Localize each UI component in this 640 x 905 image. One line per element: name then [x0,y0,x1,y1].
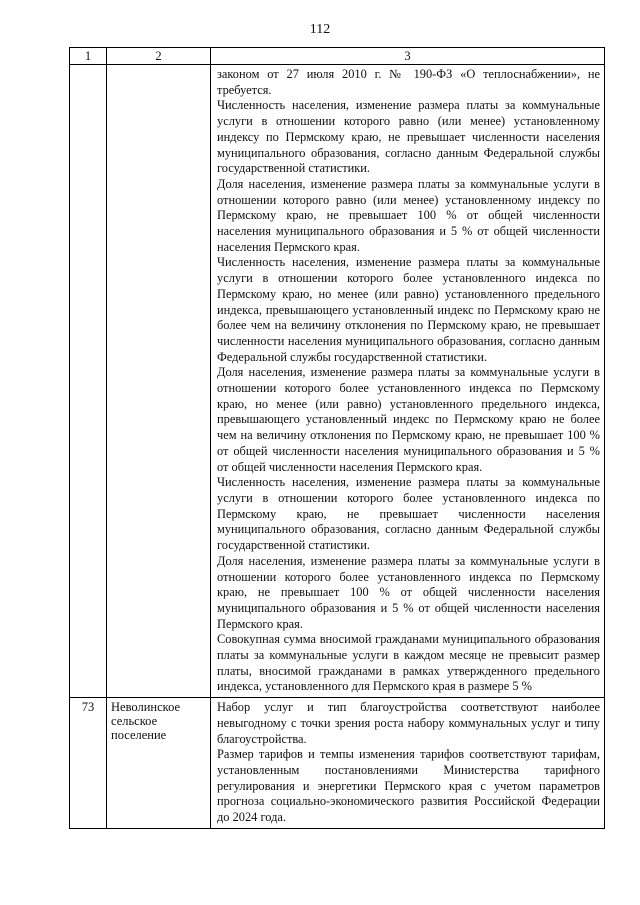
column-header-3: 3 [211,48,605,65]
condition-paragraph: Численность населения, изменение размера платы за коммунальные услуги в отношении которого более установленного индекса по Пермскому краю, не превышает численности населения муниципального образования, согласно данным Федеральной службы государственной статистики. [217,475,600,553]
condition-paragraph: Совокупная сумма вносимой гражданами муниципального образования платы за коммунальные услуги в каждом месяце не превысит размер платы, вносимой гражданами в рамках утвержденного предельного индекса, установленного для Пермского края в размере 5 % [217,632,600,694]
condition-paragraph: Доля населения, изменение размера платы за коммунальные услуги в отношении которого более установленного индекса по Пермскому краю, не превышает 100 % от общей численности населения муниципального образования и 5 % от общей численности населения Пермского края. [217,553,600,631]
condition-paragraph: Численность населения, изменение размера платы за коммунальные услуги в отношении которого более установленного индекса по Пермскому краю, но менее (или равно) установленного предельного индекса, превышающего установленный индекс по Пермскому краю не более чем на величину отклонения по Пермскому краю, не превышает численности населения муниципального образования, согласно данным Федеральной службы государственной статистики. [217,255,600,364]
table-header-row [70,48,605,65]
settlement-name: Неволинское сельское поселение [107,698,211,829]
column-header-1: 1 [70,48,107,65]
table-row [70,698,605,829]
page-number: 112 [309,22,331,37]
document-table [69,47,605,829]
condition-paragraph: Доля населения, изменение размера платы за коммунальные услуги в отношении которого равно (или менее) установленному индексу по Пермскому краю, не превышает 100 % от общей численности населения муниципального образования и 5 % от общей численности населения Пермского края. [217,176,600,254]
condition-paragraph: Размер тарифов и темпы изменения тарифов соответствуют тарифам, установленным постановлениями Министерства тарифного регулирования и энергетики Пермского края с учетом параметров прогноза социально-экономического развития Российской Федерации до 2024 года. [217,747,600,825]
row-number: 73 [70,698,107,829]
conditions-cell [211,698,605,829]
column-header-2: 2 [107,48,211,65]
condition-paragraph: Доля населения, изменение размера платы за коммунальные услуги в отношении которого более установленного индекса по Пермскому краю, но менее (или равно) установленного предельного индекса, превышающего установленный индекс по Пермскому краю не более чем на величину отклонения по Пермскому краю, не превышает 100 % от общей численности населения муниципального образования и 5 % от общей численности населения Пермского края. [217,365,600,474]
conditions-cell [211,65,605,698]
settlement-name [107,65,211,698]
condition-paragraph: законом от 27 июля 2010 г. № 190-ФЗ «О теплоснабжении», не требуется. [217,67,600,97]
condition-paragraph: Численность населения, изменение размера платы за коммунальные услуги в отношении которого равно (или менее) установленному индексу по Пермскому краю, не превышает численности населения муниципального образования, согласно данным Федеральной службы государственной статистики. [217,98,600,176]
table-row [70,65,605,698]
condition-paragraph: Набор услуг и тип благоустройства соответствуют наиболее невыгодному с точки зрения роста набору коммунальных услуг и типу благоустройства. [217,700,600,746]
row-number [70,65,107,698]
